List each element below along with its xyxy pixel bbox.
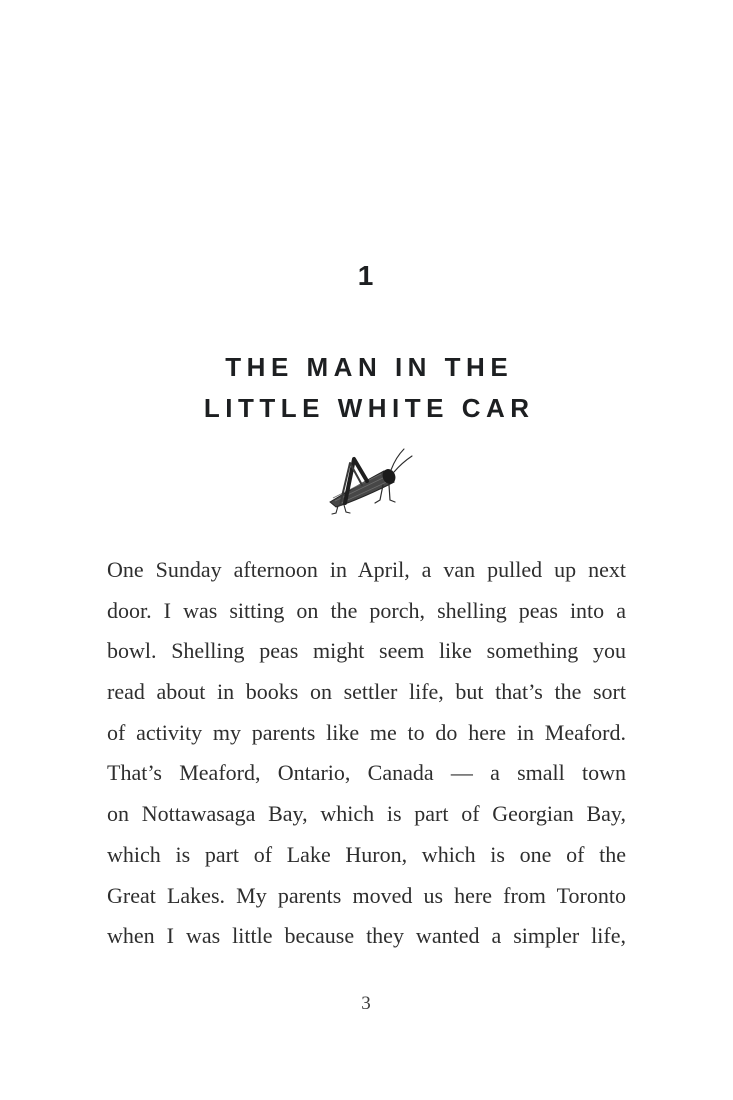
body-text bbox=[107, 550, 626, 957]
chapter-title-line-2: LITTLE WHITE CAR bbox=[203, 393, 535, 423]
cricket-icon bbox=[317, 447, 417, 521]
cricket-illustration bbox=[317, 447, 417, 521]
body-line: of activity my parents like me to do here in Meaford. bbox=[107, 719, 626, 745]
body-line: Great Lakes. My parents moved us here from Toronto bbox=[107, 882, 626, 908]
body-line: read about in books on settler life, but that’s the sort bbox=[107, 679, 626, 705]
body-line: That’s Meaford, Ontario, Canada — a small town bbox=[107, 760, 626, 786]
body-line: bowl. Shelling peas might seem like something you bbox=[107, 638, 626, 664]
body-line: when I was little because they wanted a simpler life, bbox=[107, 923, 626, 949]
body-line: One Sunday afternoon in April, a van pulled up next bbox=[107, 557, 626, 582]
body-line: on Nottawasaga Bay, which is part of Georgian Bay, bbox=[107, 801, 626, 827]
page-number: 3 bbox=[361, 993, 372, 1014]
chapter-title bbox=[0, 347, 733, 429]
body-line: door. I was sitting on the porch, shelling peas into a bbox=[107, 597, 626, 623]
chapter-number: 1 bbox=[357, 260, 376, 291]
chapter-title-line-1: THE MAN IN THE bbox=[225, 352, 514, 382]
body-line: which is part of Lake Huron, which is one of the bbox=[107, 841, 626, 867]
